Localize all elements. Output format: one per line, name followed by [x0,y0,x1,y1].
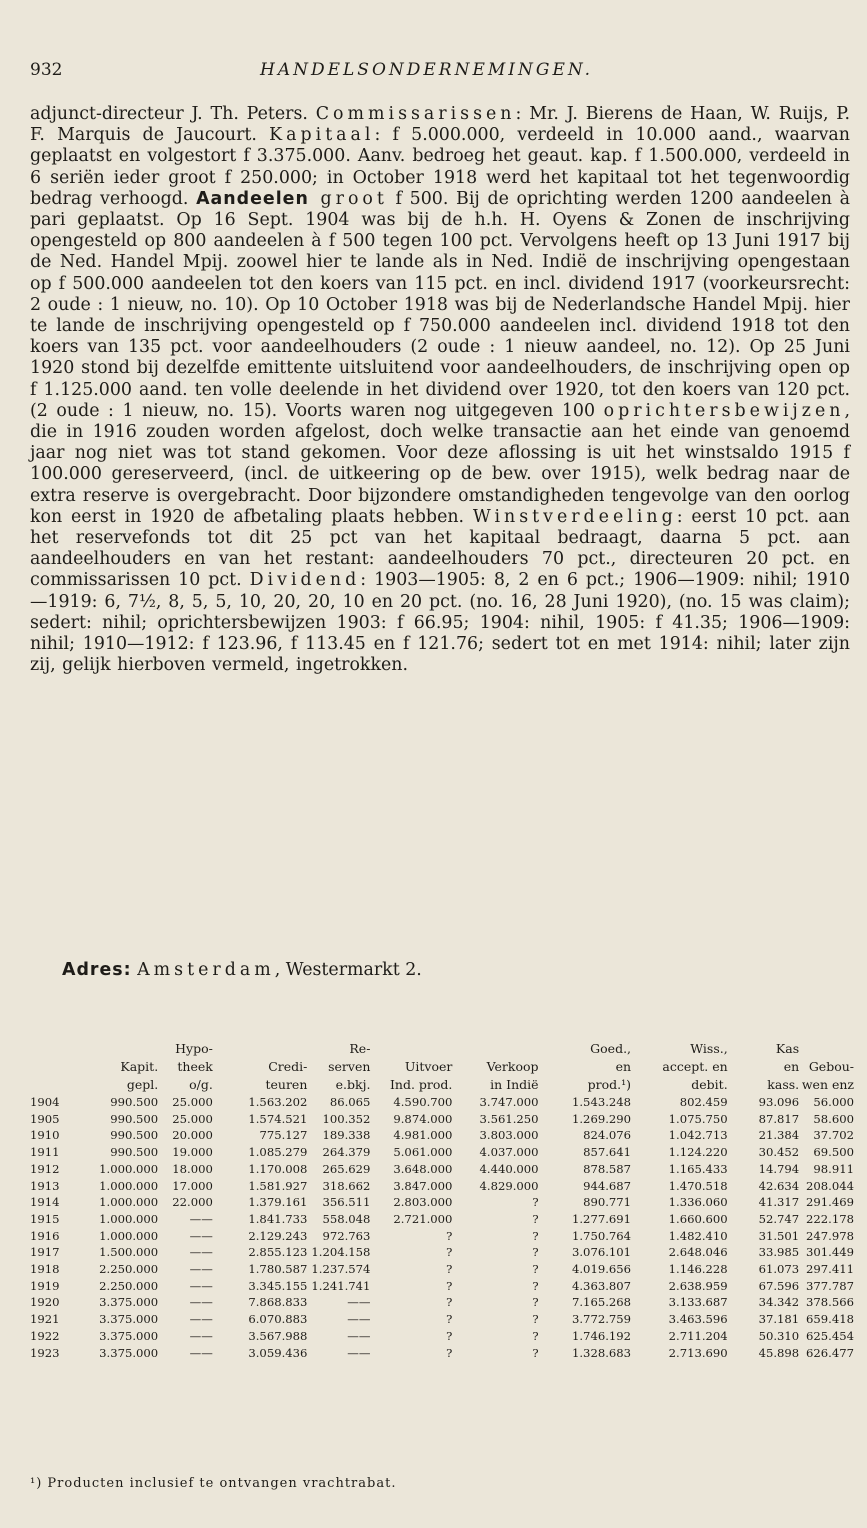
table-cell: —— [189,1295,213,1310]
table-year-cell: 1911 [30,1145,60,1160]
table-header-cell: teuren [265,1077,308,1092]
table-year-cell: 1920 [30,1295,60,1310]
table-cell: 1.241.741 [311,1278,371,1293]
table-cell: —— [189,1328,213,1343]
text-segment: f 500. Bij de oprichting werden 1200 aandeelen à pari geplaatst. Op 16 Sept. 1904 was bij de h.h. H. Oyens & Zonen de inschrijving opengesteld op 800 aandeelen à f 500 tegen 100 pct. Vervolgens heeft op 13 Juni 1917 bij de Ned. Handel Mpij. zoowel hier te lande als in Ned. Indië de inschrijving opengestaan op f 500.000 aandeelen tot den koers van 115 pct. en incl. dividend 1917 (voorkeursrecht: 2 oude : 1 nieuw, no. 10). Op 10 October 1918 was bij de Nederlandsche Handel Mpij. hier te lande de inschrijving opengesteld op f 750.000 aandeelen incl. dividend 1918 tot den koers van 135 pct. voor aandeelhouders (2 oude : 1 nieuw aandeel, no. 12). Op 25 Juni 1920 stond bij dezelfde emittente uitsluitend voor aandeelhouders, de inschrijving open op f 1.125.000 aand. ten volle deelende in het dividend over 1920, tot den koers van 120 pct. (2 oude : 1 nieuw, no. 15). Voorts waren nog uitgegeven 100 [30,188,850,421]
table-cell: 297.411 [806,1262,854,1277]
table-cell: 1.269.290 [572,1111,632,1126]
table-cell: 857.641 [583,1145,632,1160]
table-cell: 37.702 [813,1128,854,1143]
table-cell: 1.660.600 [668,1211,728,1226]
body-text [30,104,850,676]
text-segment: : f 5.000.000, verdeeld in 10.000 aand., waarvan geplaatst en volgestort f 3.375.000. Aanv. bedroeg het geaut. kap. f 1.500.000, verdeeld in 6 seriën ieder groot f 250.000; in October 1918 werd het kapitaal tot het tegenwoordig bedrag verhoogd. [30,125,851,209]
table-header-cell: Ind. prod. [389,1077,453,1092]
table-cell: 14.794 [758,1161,800,1176]
table-cell: ? [446,1278,453,1293]
table-cell: ? [446,1245,453,1260]
table-row [30,1345,854,1362]
table-header-cell: serven [328,1059,371,1074]
table-cell: 878.587 [583,1161,632,1176]
table-cell: 4.440.000 [479,1161,539,1176]
table-cell: 1.165.433 [668,1161,728,1176]
label-commissarissen: Commissarissen [315,104,516,124]
table-header-cell: en [615,1059,632,1074]
table-cell: 990.500 [110,1111,159,1126]
table-cell: 377.787 [806,1278,854,1293]
table-cell: ? [446,1312,453,1327]
table-year-cell: 1916 [30,1228,60,1243]
table-cell: 61.073 [758,1262,800,1277]
table-row [30,1328,854,1345]
table-header-cell: gepl. [126,1077,159,1092]
table-cell: 625.454 [806,1328,854,1343]
table-header-cell [452,1040,538,1058]
table-header-cell: wen enz [801,1077,854,1092]
table-cell: 4.019.656 [572,1262,632,1277]
table-cell: —— [347,1295,371,1310]
table-cell: 4.590.700 [393,1095,453,1109]
table-row [30,1144,854,1161]
table-row [30,1211,854,1228]
text-segment: , die in 1916 zouden worden afgelost, doch welke transactie aan het einde van genoemd jaar nog niet was tot stand gekomen. Voor deze aflossing is uit het winstsaldo 1915 f 100.000 gereserveerd, (incl. de uitkeering op de bew. over 1915), welk bedrag naar de extra reserve is overgebracht. Door bijzondere omstandigheden tengevolge van den oorlog kon eerst in 1920 de afbetaling plaats hebben. [30,400,850,527]
table-cell: 1.482.410 [668,1228,728,1243]
label-oprichtersbewijzen: oprichtersbewijzen [603,400,845,421]
financial-table [30,1040,854,1361]
table-row [30,1228,854,1245]
table-cell: ? [532,1228,539,1243]
table-cell: 2.250.000 [99,1278,159,1293]
table-cell: ? [532,1278,539,1293]
body-paragraph [30,104,850,676]
table-cell: 990.500 [110,1095,159,1109]
table-cell: 3.561.250 [479,1111,539,1126]
table-cell: 22.000 [172,1195,213,1210]
address-line [62,960,422,980]
table-cell: 18.000 [172,1161,213,1176]
table-header-row [30,1040,854,1058]
table-cell: ? [532,1312,539,1327]
label-dividend: Dividend [249,570,361,591]
table-year-cell: 1915 [30,1211,60,1226]
table-cell: 1.470.518 [668,1178,728,1193]
table-cell: 1.075.750 [668,1111,728,1126]
table-cell: 3.772.759 [572,1312,632,1327]
table-year-cell: 1905 [30,1111,60,1126]
table-year-cell: 1923 [30,1345,60,1360]
table-cell: ? [532,1328,539,1343]
table-cell: 3.133.687 [668,1295,728,1310]
page-number: 932 [30,60,63,80]
table-cell: 19.000 [172,1145,213,1160]
table-row [30,1178,854,1195]
table-cell: —— [189,1211,213,1226]
table-row [30,1261,854,1278]
table-cell: —— [189,1245,213,1260]
table-cell: 890.771 [583,1195,632,1210]
table-cell: ? [532,1295,539,1310]
table-row [30,1294,854,1311]
table-cell: ? [446,1262,453,1277]
table-cell: —— [189,1345,213,1360]
table-header-cell: Hypo- [175,1041,213,1056]
table-year-cell: 1912 [30,1161,60,1176]
table-cell: 1.328.683 [572,1345,632,1360]
table-cell: 7.165.268 [572,1295,632,1310]
table-cell: 33.985 [758,1245,800,1260]
table-cell: 25.000 [172,1095,213,1109]
table-cell: 2.250.000 [99,1262,159,1277]
table-cell: 1.841.733 [248,1211,308,1226]
table-cell: —— [189,1262,213,1277]
table-cell: 775.127 [259,1128,308,1143]
table-cell: —— [189,1228,213,1243]
table-cell: —— [189,1278,213,1293]
table-cell: 4.981.000 [393,1128,453,1143]
address-street: , Westermarkt 2. [274,960,422,980]
table-year-cell: 1913 [30,1178,60,1193]
table-cell: 4.829.000 [479,1178,539,1193]
table-cell: 5.061.000 [393,1145,453,1160]
table-cell: 2.711.204 [668,1328,728,1343]
table-cell: 87.817 [758,1111,800,1126]
table-header-cell: Uitvoer [404,1059,453,1074]
table-cell: 98.911 [813,1161,854,1176]
table-row [30,1094,854,1111]
table-cell: 31.501 [758,1228,800,1243]
table-cell: 7.868.833 [248,1295,308,1310]
table-header-cell: Credi- [268,1059,308,1074]
table-cell: —— [347,1328,371,1343]
table-cell: 1.379.161 [248,1195,308,1210]
table-cell: 3.648.000 [393,1161,453,1176]
table-cell: ? [532,1211,539,1226]
table-cell: 291.469 [806,1195,854,1210]
table-header-cell [30,1058,74,1076]
table-cell: 1.581.927 [248,1178,308,1193]
table-cell: 20.000 [172,1128,213,1143]
table-header-cell [370,1040,452,1058]
table-cell: 2.721.000 [393,1211,453,1226]
label-winstverdeeling: Winstverdeeling [472,506,677,527]
running-title: HANDELSONDERNEMINGEN. [260,60,594,80]
table-cell: 626.477 [806,1345,854,1360]
table-cell: 3.076.101 [572,1245,632,1260]
table-header-cell: Gebou- [808,1059,854,1074]
table-cell: ? [446,1328,453,1343]
table-header-cell: Kas [775,1041,800,1056]
table-header-cell [30,1076,74,1094]
table-cell: 3.747.000 [479,1095,539,1109]
table-cell: 2.803.000 [393,1195,453,1210]
table-cell: 34.342 [758,1295,800,1310]
table-cell: 356.511 [322,1195,371,1210]
table-cell: 189.338 [322,1128,371,1143]
table-cell: 58.600 [813,1111,854,1126]
table-cell: ? [532,1262,539,1277]
table-cell: 659.418 [806,1312,854,1327]
table-cell: 3.803.000 [479,1128,539,1143]
table-header-cell [74,1040,158,1058]
table-cell: ? [532,1195,539,1210]
table-year-cell: 1917 [30,1245,60,1260]
table-cell: 1.563.202 [248,1095,308,1109]
table-header-cell [213,1040,308,1058]
table-cell: 100.352 [322,1111,371,1126]
table-cell: ? [532,1345,539,1360]
table-cell: 1.204.158 [311,1245,371,1260]
table-header-cell [30,1040,74,1058]
table-cell: 944.687 [583,1178,632,1193]
table-cell: 3.463.596 [668,1312,728,1327]
table-cell: 378.566 [806,1295,854,1310]
table-header-cell: debit. [691,1077,728,1092]
table-year-cell: 1919 [30,1278,60,1293]
table-header-cell: Kapit. [120,1059,159,1074]
table-header-cell: theek [177,1059,213,1074]
table-cell: 42.634 [758,1178,800,1193]
table-cell: 2.648.046 [668,1245,728,1260]
table-cell: 802.459 [679,1095,728,1109]
address-label: Adres: [62,960,132,980]
table-cell: 2.713.690 [668,1345,728,1360]
table-cell: 208.044 [806,1178,854,1193]
table-cell: 3.375.000 [99,1295,159,1310]
table-cell: —— [347,1345,371,1360]
table-year-cell: 1921 [30,1312,60,1327]
table-year-cell: 1922 [30,1328,60,1343]
text-segment: : Mr. J. Bierens de Haan, W. Ruijs, P. F. Marquis de Jaucourt. [30,104,851,146]
table-cell: 1.574.521 [248,1111,308,1126]
table-cell: 93.096 [758,1095,800,1109]
table-cell: 972.763 [322,1228,371,1243]
table-header-cell: in Indië [490,1077,539,1092]
table-cell: 1.750.764 [572,1228,632,1243]
table-header-cell: prod.¹) [587,1077,632,1092]
table-cell: 222.178 [806,1211,854,1226]
table-cell: 1.780.587 [248,1262,308,1277]
table-header-cell: kass. [767,1077,800,1092]
table-cell: 41.317 [758,1195,800,1210]
table-cell: 50.310 [758,1328,800,1343]
table-cell: 3.847.000 [393,1178,453,1193]
table-cell: 1.000.000 [99,1195,159,1210]
table-cell: 1.146.228 [668,1262,728,1277]
address-city: Amsterdam [137,960,275,980]
table-cell: 3.059.436 [248,1345,308,1360]
table-row [30,1278,854,1295]
table-cell: —— [347,1312,371,1327]
table-cell: 2.855.123 [248,1245,308,1260]
table-cell: 37.181 [758,1312,800,1327]
table-cell: 3.567.988 [248,1328,308,1343]
table-cell: 86.065 [329,1095,371,1109]
table-cell: 30.452 [758,1145,800,1160]
table-cell: 3.375.000 [99,1328,159,1343]
text-segment: : 1903—1905: 8, 2 en 6 pct.; 1906—1909: nihil; 1910—1919: 6, 7½, 8, 5, 5, 10, 20, 20, 10 en 20 pct. (no. 16, 28 Juni 1920), (no. 15 was claim); sedert: nihil; oprichtersbewijzen 1903: f 66.95; 1904: nihil, 1905: f 41.35; 1906—1909: nihil; 1910—1912: f 123.96, f 113.45 en f 121.76; sedert tot en met 1914: nihil; later zijn zij, gelijk hierboven vermeld, ingetrokken. [30,570,850,676]
table-cell: 2.638.959 [668,1278,728,1293]
table-cell: 265.629 [322,1161,371,1176]
table-year-cell: 1910 [30,1128,60,1143]
label-groot: groot [308,188,388,209]
label-aandeelen: Aandeelen [196,188,309,209]
table-cell: 4.037.000 [479,1145,539,1160]
table-header-cell: e.bkj. [335,1077,371,1092]
table-year-cell: 1904 [30,1095,60,1109]
table-cell: 3.375.000 [99,1345,159,1360]
table-cell: 69.500 [813,1145,854,1160]
table-cell: ? [446,1295,453,1310]
table-header-cell: Verkoop [486,1059,539,1074]
table-cell: 56.000 [813,1095,854,1109]
table-cell: ? [446,1228,453,1243]
table-header-cell [799,1040,854,1058]
table-header-row [30,1076,854,1094]
table-header-cell: en [783,1059,800,1074]
table-cell: 301.449 [806,1245,854,1260]
table-row [30,1161,854,1178]
table-cell: 52.747 [758,1211,800,1226]
table-year-cell: 1914 [30,1195,60,1210]
label-kapitaal: Kapitaal [269,125,375,146]
table-cell: 1.042.713 [668,1128,728,1143]
table-row [30,1127,854,1144]
table-cell: 1.543.248 [572,1095,632,1109]
table-cell: 1.746.192 [572,1328,632,1343]
table-cell: 824.076 [583,1128,632,1143]
table-cell: 67.596 [758,1278,800,1293]
table-cell: 4.363.807 [572,1278,632,1293]
table-header-cell: o/g. [189,1077,213,1092]
table-cell: 1.277.691 [572,1211,632,1226]
table-cell: 3.345.155 [248,1278,308,1293]
table-cell: 1.000.000 [99,1211,159,1226]
text-segment: : eerst 10 pct. aan het reservefonds tot dit 25 pct van het kapitaal bedraagt, daarna 5 pct. aan aandeelhouders en van het restant: aandeelhouders 70 pct., directeuren 20 pct. en commissarissen 10 pct. [30,506,850,591]
table-year-cell: 1918 [30,1262,60,1277]
table-header-cell: Re- [349,1041,371,1056]
table-row [30,1311,854,1328]
table-cell: 264.379 [322,1145,371,1160]
table-cell: 17.000 [172,1178,213,1193]
table-cell: 1.170.008 [248,1161,308,1176]
table-row [30,1244,854,1261]
table-cell: ? [532,1245,539,1260]
table-header-cell: Wiss., [690,1041,728,1056]
table-cell: 990.500 [110,1128,159,1143]
table-cell: —— [189,1312,213,1327]
table-row [30,1111,854,1128]
table-cell: 3.375.000 [99,1312,159,1327]
table-cell: 1.124.220 [668,1145,728,1160]
table-cell: 318.662 [322,1178,371,1193]
table-cell: 2.129.243 [248,1228,308,1243]
table-row [30,1194,854,1211]
table-cell: 1.085.279 [248,1145,308,1160]
table-cell: 45.898 [758,1345,800,1360]
table-header-row [30,1058,854,1076]
footnote: ¹) Producten inclusief te ontvangen vrachtrabat. [30,1476,397,1491]
table-cell: 1.000.000 [99,1178,159,1193]
table-cell: 1.000.000 [99,1228,159,1243]
table-cell: 1.000.000 [99,1161,159,1176]
table-header-cell: accept. en [662,1059,728,1074]
table-cell: 6.070.883 [248,1312,308,1327]
table-cell: 21.384 [758,1128,800,1143]
table-cell: 247.978 [806,1228,854,1243]
table-cell: 1.336.060 [668,1195,728,1210]
text-segment: adjunct-directeur J. Th. Peters. [30,104,316,124]
table-cell: ? [446,1345,453,1360]
table-cell: 9.874.000 [393,1111,453,1126]
table-header-cell: Goed., [590,1041,632,1056]
table-cell: 1.237.574 [311,1262,371,1277]
table-cell: 990.500 [110,1145,159,1160]
table-cell: 25.000 [172,1111,213,1126]
table-cell: 558.048 [322,1211,371,1226]
table-cell: 1.500.000 [99,1245,159,1260]
